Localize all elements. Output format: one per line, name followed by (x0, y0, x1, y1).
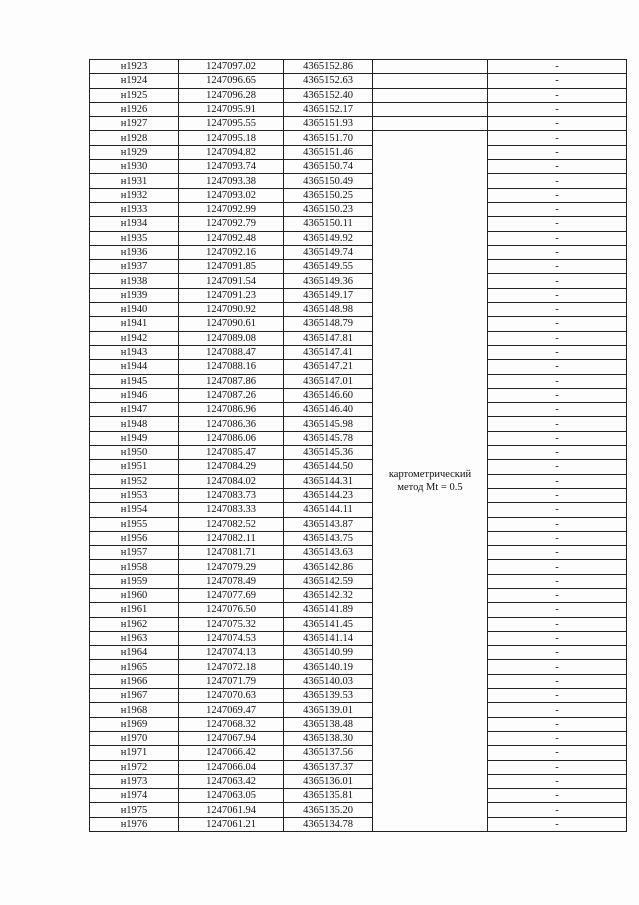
y-coordinate-cell: 4365144.23 (284, 488, 373, 502)
y-coordinate-cell: 4365139.53 (284, 689, 373, 703)
y-coordinate-cell: 4365147.01 (284, 374, 373, 388)
point-name-cell: н1923 (90, 60, 179, 74)
x-coordinate-cell: 1247083.73 (179, 488, 284, 502)
point-name-cell: н1949 (90, 431, 179, 445)
point-name-cell: н1929 (90, 145, 179, 159)
table-row (90, 174, 627, 188)
y-coordinate-cell: 4365144.11 (284, 503, 373, 517)
note-cell: - (488, 617, 627, 631)
x-coordinate-cell: 1247093.74 (179, 160, 284, 174)
table-row (90, 460, 627, 474)
point-name-cell: н1961 (90, 603, 179, 617)
table-row (90, 131, 627, 145)
x-coordinate-cell: 1247061.94 (179, 803, 284, 817)
table-row (90, 403, 627, 417)
y-coordinate-cell: 4365147.81 (284, 331, 373, 345)
table-row (90, 345, 627, 359)
x-coordinate-cell: 1247096.28 (179, 88, 284, 102)
method-merged-cell (373, 131, 488, 832)
table-row (90, 245, 627, 259)
method-cell (373, 60, 488, 74)
table-row (90, 446, 627, 460)
note-cell: - (488, 746, 627, 760)
note-cell: - (488, 403, 627, 417)
x-coordinate-cell: 1247074.53 (179, 631, 284, 645)
table-row (90, 431, 627, 445)
point-name-cell: н1960 (90, 588, 179, 602)
note-cell: - (488, 260, 627, 274)
table-row (90, 88, 627, 102)
note-cell: - (488, 631, 627, 645)
coordinates-table (89, 59, 627, 832)
x-coordinate-cell: 1247068.32 (179, 717, 284, 731)
y-coordinate-cell: 4365149.17 (284, 288, 373, 302)
table-row (90, 102, 627, 116)
x-coordinate-cell: 1247063.42 (179, 774, 284, 788)
x-coordinate-cell: 1247087.26 (179, 388, 284, 402)
table-row (90, 288, 627, 302)
y-coordinate-cell: 4365145.36 (284, 446, 373, 460)
x-coordinate-cell: 1247076.50 (179, 603, 284, 617)
point-name-cell: н1970 (90, 731, 179, 745)
note-cell: - (488, 360, 627, 374)
point-name-cell: н1945 (90, 374, 179, 388)
x-coordinate-cell: 1247084.29 (179, 460, 284, 474)
point-name-cell: н1953 (90, 488, 179, 502)
note-cell: - (488, 374, 627, 388)
table-row (90, 188, 627, 202)
y-coordinate-cell: 4365150.11 (284, 217, 373, 231)
x-coordinate-cell: 1247087.86 (179, 374, 284, 388)
note-cell: - (488, 731, 627, 745)
note-cell: - (488, 689, 627, 703)
note-cell: - (488, 717, 627, 731)
table-row (90, 202, 627, 216)
y-coordinate-cell: 4365149.55 (284, 260, 373, 274)
table-row (90, 560, 627, 574)
point-name-cell: н1947 (90, 403, 179, 417)
table-row (90, 417, 627, 431)
note-cell: - (488, 345, 627, 359)
y-coordinate-cell: 4365140.03 (284, 674, 373, 688)
point-name-cell: н1941 (90, 317, 179, 331)
table-row (90, 760, 627, 774)
note-cell: - (488, 102, 627, 116)
y-coordinate-cell: 4365138.30 (284, 731, 373, 745)
x-coordinate-cell: 1247089.08 (179, 331, 284, 345)
y-coordinate-cell: 4365134.78 (284, 817, 373, 831)
x-coordinate-cell: 1247091.54 (179, 274, 284, 288)
x-coordinate-cell: 1247061.21 (179, 817, 284, 831)
x-coordinate-cell: 1247074.13 (179, 646, 284, 660)
note-cell: - (488, 588, 627, 602)
y-coordinate-cell: 4365150.25 (284, 188, 373, 202)
point-name-cell: н1930 (90, 160, 179, 174)
table-row (90, 588, 627, 602)
y-coordinate-cell: 4365137.37 (284, 760, 373, 774)
y-coordinate-cell: 4365152.17 (284, 102, 373, 116)
x-coordinate-cell: 1247072.18 (179, 660, 284, 674)
y-coordinate-cell: 4365142.86 (284, 560, 373, 574)
point-name-cell: н1948 (90, 417, 179, 431)
note-cell: - (488, 774, 627, 788)
note-cell: - (488, 74, 627, 88)
note-cell: - (488, 674, 627, 688)
point-name-cell: н1933 (90, 202, 179, 216)
note-cell: - (488, 303, 627, 317)
table-row (90, 388, 627, 402)
note-cell: - (488, 417, 627, 431)
x-coordinate-cell: 1247083.33 (179, 503, 284, 517)
x-coordinate-cell: 1247092.16 (179, 245, 284, 259)
x-coordinate-cell: 1247096.65 (179, 74, 284, 88)
y-coordinate-cell: 4365138.48 (284, 717, 373, 731)
note-cell: - (488, 488, 627, 502)
x-coordinate-cell: 1247090.92 (179, 303, 284, 317)
table-row (90, 474, 627, 488)
table-row (90, 689, 627, 703)
note-cell: - (488, 574, 627, 588)
method-cell (373, 88, 488, 102)
note-cell: - (488, 660, 627, 674)
y-coordinate-cell: 4365136.01 (284, 774, 373, 788)
point-name-cell: н1943 (90, 345, 179, 359)
y-coordinate-cell: 4365148.79 (284, 317, 373, 331)
y-coordinate-cell: 4365151.93 (284, 117, 373, 131)
table-row (90, 160, 627, 174)
table-row (90, 260, 627, 274)
note-cell: - (488, 388, 627, 402)
note-cell: - (488, 160, 627, 174)
y-coordinate-cell: 4365144.31 (284, 474, 373, 488)
table-row (90, 731, 627, 745)
x-coordinate-cell: 1247085.47 (179, 446, 284, 460)
point-name-cell: н1928 (90, 131, 179, 145)
coordinates-table-body (90, 60, 627, 832)
table-row (90, 117, 627, 131)
point-name-cell: н1940 (90, 303, 179, 317)
method-label-line2: метод Mt = 0.5 (397, 482, 463, 494)
note-cell: - (488, 288, 627, 302)
note-cell: - (488, 517, 627, 531)
x-coordinate-cell: 1247082.52 (179, 517, 284, 531)
table-row (90, 303, 627, 317)
table-row (90, 360, 627, 374)
note-cell: - (488, 174, 627, 188)
y-coordinate-cell: 4365152.86 (284, 60, 373, 74)
note-cell: - (488, 431, 627, 445)
x-coordinate-cell: 1247066.42 (179, 746, 284, 760)
point-name-cell: н1972 (90, 760, 179, 774)
note-cell: - (488, 817, 627, 831)
x-coordinate-cell: 1247093.38 (179, 174, 284, 188)
point-name-cell: н1927 (90, 117, 179, 131)
y-coordinate-cell: 4365143.87 (284, 517, 373, 531)
note-cell: - (488, 145, 627, 159)
x-coordinate-cell: 1247086.96 (179, 403, 284, 417)
y-coordinate-cell: 4365147.41 (284, 345, 373, 359)
point-name-cell: н1925 (90, 88, 179, 102)
x-coordinate-cell: 1247088.16 (179, 360, 284, 374)
point-name-cell: н1974 (90, 789, 179, 803)
table-row (90, 660, 627, 674)
x-coordinate-cell: 1247093.02 (179, 188, 284, 202)
point-name-cell: н1946 (90, 388, 179, 402)
point-name-cell: н1936 (90, 245, 179, 259)
y-coordinate-cell: 4365142.32 (284, 588, 373, 602)
y-coordinate-cell: 4365152.63 (284, 74, 373, 88)
table-row (90, 503, 627, 517)
y-coordinate-cell: 4365139.01 (284, 703, 373, 717)
y-coordinate-cell: 4365150.23 (284, 202, 373, 216)
table-row (90, 217, 627, 231)
table-row (90, 231, 627, 245)
x-coordinate-cell: 1247086.06 (179, 431, 284, 445)
table-row (90, 717, 627, 731)
x-coordinate-cell: 1247092.79 (179, 217, 284, 231)
point-name-cell: н1976 (90, 817, 179, 831)
note-cell: - (488, 546, 627, 560)
table-row (90, 631, 627, 645)
note-cell: - (488, 646, 627, 660)
point-name-cell: н1924 (90, 74, 179, 88)
note-cell: - (488, 603, 627, 617)
x-coordinate-cell: 1247094.82 (179, 145, 284, 159)
x-coordinate-cell: 1247070.63 (179, 689, 284, 703)
note-cell: - (488, 474, 627, 488)
x-coordinate-cell: 1247091.85 (179, 260, 284, 274)
point-name-cell: н1973 (90, 774, 179, 788)
table-row (90, 703, 627, 717)
note-cell: - (488, 789, 627, 803)
x-coordinate-cell: 1247081.71 (179, 546, 284, 560)
table-row (90, 531, 627, 545)
point-name-cell: н1968 (90, 703, 179, 717)
point-name-cell: н1966 (90, 674, 179, 688)
y-coordinate-cell: 4365150.74 (284, 160, 373, 174)
y-coordinate-cell: 4365141.89 (284, 603, 373, 617)
x-coordinate-cell: 1247075.32 (179, 617, 284, 631)
note-cell: - (488, 531, 627, 545)
note-cell: - (488, 503, 627, 517)
note-cell: - (488, 217, 627, 231)
table-row (90, 817, 627, 831)
point-name-cell: н1965 (90, 660, 179, 674)
x-coordinate-cell: 1247086.36 (179, 417, 284, 431)
point-name-cell: н1944 (90, 360, 179, 374)
table-row (90, 331, 627, 345)
point-name-cell: н1958 (90, 560, 179, 574)
table-row (90, 603, 627, 617)
x-coordinate-cell: 1247090.61 (179, 317, 284, 331)
table-row (90, 803, 627, 817)
point-name-cell: н1971 (90, 746, 179, 760)
y-coordinate-cell: 4365149.74 (284, 245, 373, 259)
y-coordinate-cell: 4365137.56 (284, 746, 373, 760)
y-coordinate-cell: 4365145.78 (284, 431, 373, 445)
x-coordinate-cell: 1247077.69 (179, 588, 284, 602)
x-coordinate-cell: 1247082.11 (179, 531, 284, 545)
y-coordinate-cell: 4365140.99 (284, 646, 373, 660)
y-coordinate-cell: 4365142.59 (284, 574, 373, 588)
point-name-cell: н1969 (90, 717, 179, 731)
note-cell: - (488, 760, 627, 774)
point-name-cell: н1950 (90, 446, 179, 460)
point-name-cell: н1932 (90, 188, 179, 202)
x-coordinate-cell: 1247088.47 (179, 345, 284, 359)
table-row (90, 789, 627, 803)
note-cell: - (488, 231, 627, 245)
x-coordinate-cell: 1247067.94 (179, 731, 284, 745)
x-coordinate-cell: 1247071.79 (179, 674, 284, 688)
x-coordinate-cell: 1247095.18 (179, 131, 284, 145)
note-cell: - (488, 446, 627, 460)
y-coordinate-cell: 4365135.81 (284, 789, 373, 803)
point-name-cell: н1967 (90, 689, 179, 703)
y-coordinate-cell: 4365144.50 (284, 460, 373, 474)
y-coordinate-cell: 4365135.20 (284, 803, 373, 817)
table-row (90, 674, 627, 688)
point-name-cell: н1931 (90, 174, 179, 188)
note-cell: - (488, 245, 627, 259)
y-coordinate-cell: 4365143.75 (284, 531, 373, 545)
x-coordinate-cell: 1247066.04 (179, 760, 284, 774)
y-coordinate-cell: 4365151.46 (284, 145, 373, 159)
x-coordinate-cell: 1247092.99 (179, 202, 284, 216)
table-row (90, 746, 627, 760)
note-cell: - (488, 331, 627, 345)
table-row (90, 374, 627, 388)
table-row (90, 274, 627, 288)
y-coordinate-cell: 4365151.70 (284, 131, 373, 145)
method-cell (373, 102, 488, 116)
table-row (90, 774, 627, 788)
point-name-cell: н1935 (90, 231, 179, 245)
point-name-cell: н1964 (90, 646, 179, 660)
point-name-cell: н1942 (90, 331, 179, 345)
note-cell: - (488, 803, 627, 817)
note-cell: - (488, 131, 627, 145)
table-row (90, 646, 627, 660)
y-coordinate-cell: 4365149.92 (284, 231, 373, 245)
y-coordinate-cell: 4365146.60 (284, 388, 373, 402)
point-name-cell: н1937 (90, 260, 179, 274)
x-coordinate-cell: 1247095.91 (179, 102, 284, 116)
x-coordinate-cell: 1247091.23 (179, 288, 284, 302)
table-row (90, 546, 627, 560)
point-name-cell: н1939 (90, 288, 179, 302)
table-row (90, 617, 627, 631)
table-row (90, 60, 627, 74)
point-name-cell: н1962 (90, 617, 179, 631)
point-name-cell: н1954 (90, 503, 179, 517)
point-name-cell: н1963 (90, 631, 179, 645)
table-row (90, 517, 627, 531)
note-cell: - (488, 274, 627, 288)
y-coordinate-cell: 4365146.40 (284, 403, 373, 417)
y-coordinate-cell: 4365149.36 (284, 274, 373, 288)
y-coordinate-cell: 4365150.49 (284, 174, 373, 188)
x-coordinate-cell: 1247095.55 (179, 117, 284, 131)
x-coordinate-cell: 1247097.02 (179, 60, 284, 74)
point-name-cell: н1938 (90, 274, 179, 288)
note-cell: - (488, 88, 627, 102)
y-coordinate-cell: 4365152.40 (284, 88, 373, 102)
x-coordinate-cell: 1247092.48 (179, 231, 284, 245)
point-name-cell: н1955 (90, 517, 179, 531)
y-coordinate-cell: 4365141.14 (284, 631, 373, 645)
point-name-cell: н1956 (90, 531, 179, 545)
x-coordinate-cell: 1247079.29 (179, 560, 284, 574)
note-cell: - (488, 117, 627, 131)
note-cell: - (488, 703, 627, 717)
y-coordinate-cell: 4365145.98 (284, 417, 373, 431)
point-name-cell: н1934 (90, 217, 179, 231)
method-cell (373, 74, 488, 88)
note-cell: - (488, 60, 627, 74)
table-row (90, 488, 627, 502)
x-coordinate-cell: 1247069.47 (179, 703, 284, 717)
table-row (90, 317, 627, 331)
y-coordinate-cell: 4365141.45 (284, 617, 373, 631)
table-row (90, 145, 627, 159)
point-name-cell: н1952 (90, 474, 179, 488)
point-name-cell: н1959 (90, 574, 179, 588)
x-coordinate-cell: 1247063.05 (179, 789, 284, 803)
point-name-cell: н1975 (90, 803, 179, 817)
method-label-line1: картометрический (388, 469, 472, 481)
point-name-cell: н1951 (90, 460, 179, 474)
note-cell: - (488, 202, 627, 216)
method-cell (373, 117, 488, 131)
note-cell: - (488, 460, 627, 474)
table-row (90, 74, 627, 88)
x-coordinate-cell: 1247084.02 (179, 474, 284, 488)
note-cell: - (488, 188, 627, 202)
note-cell: - (488, 560, 627, 574)
y-coordinate-cell: 4365148.98 (284, 303, 373, 317)
y-coordinate-cell: 4365140.19 (284, 660, 373, 674)
note-cell: - (488, 317, 627, 331)
table-row (90, 574, 627, 588)
y-coordinate-cell: 4365147.21 (284, 360, 373, 374)
point-name-cell: н1957 (90, 546, 179, 560)
point-name-cell: н1926 (90, 102, 179, 116)
y-coordinate-cell: 4365143.63 (284, 546, 373, 560)
x-coordinate-cell: 1247078.49 (179, 574, 284, 588)
